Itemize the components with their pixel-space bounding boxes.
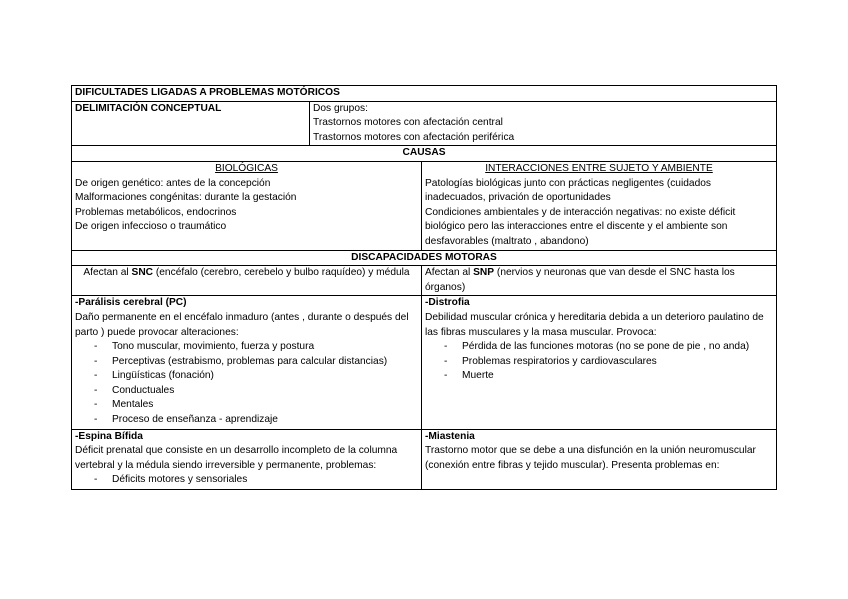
miastenia-intro: Trastorno motor que se debe a una disfunción en la unión neuromuscular (conexión entre fibras y tejido muscular). Presenta problemas en: xyxy=(425,445,756,471)
delimitacion-line: Trastornos motores con afectación central xyxy=(313,117,503,129)
delimitacion-row xyxy=(72,101,777,146)
list-item xyxy=(425,340,773,355)
snp-strong: SNP xyxy=(473,267,495,279)
title-row xyxy=(72,86,777,102)
causas-header-row xyxy=(72,146,777,162)
bullet-dash: - xyxy=(94,384,98,396)
biologicas-line: Malformaciones congénitas: durante la gestación xyxy=(75,192,297,204)
list-item-text: Proceso de enseñanza - aprendizaje xyxy=(112,414,278,426)
snc-cell xyxy=(72,266,422,296)
snp-cell xyxy=(422,266,777,296)
snp-rest: (nervios y neuronas que van desde el SNC hasta los órganos) xyxy=(425,267,735,293)
list-item-text: Déficits motores y sensoriales xyxy=(112,474,248,486)
list-item-text: Muerte xyxy=(462,370,494,382)
pc-list xyxy=(75,340,418,428)
discapacidades-header-row xyxy=(72,250,777,266)
list-item-text: Pérdida de las funciones motoras (no se pone de pie , no anda) xyxy=(462,341,750,353)
pc-distrofia-row xyxy=(72,296,777,429)
distrofia-list xyxy=(425,340,773,384)
miastenia-title: -Miastenia xyxy=(425,430,475,442)
biologicas-heading: BIOLÓGICAS xyxy=(215,162,278,174)
snc-rest: (encéfalo (cerebro, cerebelo y bulbo raquídeo) y médula xyxy=(153,267,410,279)
delimitacion-line: Dos grupos: xyxy=(313,102,368,114)
espina-title: -Espina Bífida xyxy=(75,430,143,442)
snc-prefix: Afectan al xyxy=(83,267,132,279)
pc-title: -Parálisis cerebral (PC) xyxy=(75,297,187,309)
espina-cell xyxy=(72,429,422,489)
espina-miastenia-row xyxy=(72,429,777,489)
interacciones-text-1: Patologías biológicas junto con prácticas negligentes (cuidados inadecuados, privación de oportunidades xyxy=(425,177,711,204)
biologicas-line: De origen infeccioso o traumático xyxy=(75,221,227,233)
causas-row xyxy=(72,161,777,250)
list-item xyxy=(75,473,418,488)
bullet-dash: - xyxy=(444,341,448,353)
biologicas-cell xyxy=(72,161,422,250)
discapacidades-header: DISCAPACIDADES MOTORAS xyxy=(72,250,777,266)
bullet-dash: - xyxy=(94,355,98,367)
interacciones-cell xyxy=(422,161,777,250)
delimitacion-content xyxy=(310,101,777,146)
interacciones-text-2: Condiciones ambientales y de interacción negativas: no existe déficit biológico pero las interacciones entre el discente y el ambiente son desfavorables (maltrato , abandono) xyxy=(425,206,736,247)
list-item xyxy=(75,398,418,413)
delimitacion-line: Trastornos motores con afectación periférica xyxy=(313,131,515,143)
distrofia-title: -Distrofia xyxy=(425,297,470,309)
bullet-dash: - xyxy=(94,399,98,411)
list-item-text: Lingüísticas (fonación) xyxy=(112,370,214,382)
distrofia-intro: Debilidad muscular crónica y hereditaria debida a un deterioro paulatino de las fibras musculares y la masa muscular. Provoca: xyxy=(425,311,764,338)
snc-strong: SNC xyxy=(131,267,154,279)
table-title: DIFICULTADES LIGADAS A PROBLEMAS MOTÓRICOS xyxy=(72,86,777,102)
espina-list xyxy=(75,473,418,488)
list-item xyxy=(75,384,418,399)
list-item xyxy=(425,369,773,384)
list-item-text: Problemas respiratorios y cardiovasculares xyxy=(462,355,657,367)
bullet-dash: - xyxy=(94,370,98,382)
list-item-text: Perceptivas (estrabismo, problemas para calcular distancias) xyxy=(112,355,388,367)
causas-header: CAUSAS xyxy=(72,146,777,162)
bullet-dash: - xyxy=(94,414,98,426)
list-item-text: Tono muscular, movimiento, fuerza y postura xyxy=(112,341,315,353)
biologicas-line: Problemas metabólicos, endocrinos xyxy=(75,206,237,218)
bullet-dash: - xyxy=(94,341,98,353)
miastenia-cell xyxy=(422,429,777,489)
pc-cell xyxy=(72,296,422,429)
list-item-text: Mentales xyxy=(112,399,154,411)
list-item xyxy=(425,355,773,370)
list-item xyxy=(75,369,418,384)
list-item-text: Conductuales xyxy=(112,384,175,396)
pc-intro: Daño permanente en el encéfalo inmaduro (antes , durante o después del parto ) puede provocar alteraciones: xyxy=(75,311,409,338)
biologicas-line: De origen genético: antes de la concepción xyxy=(75,177,271,189)
bullet-dash: - xyxy=(444,355,448,367)
list-item xyxy=(75,355,418,370)
delimitacion-label: DELIMITACIÓN CONCEPTUAL xyxy=(72,101,310,146)
espina-intro: Déficit prenatal que consiste en un desarrollo incompleto de la columna vertebral y la médula siendo irreversible y permanente, problemas: xyxy=(75,445,398,471)
snc-snp-row xyxy=(72,266,777,296)
bullet-dash: - xyxy=(94,474,98,486)
list-item xyxy=(75,340,418,355)
distrofia-cell xyxy=(422,296,777,429)
motor-difficulties-table xyxy=(71,85,777,490)
snp-prefix: Afectan al xyxy=(425,267,474,279)
interacciones-heading: INTERACCIONES ENTRE SUJETO Y AMBIENTE xyxy=(485,162,713,174)
list-item xyxy=(75,413,418,428)
bullet-dash: - xyxy=(444,370,448,382)
